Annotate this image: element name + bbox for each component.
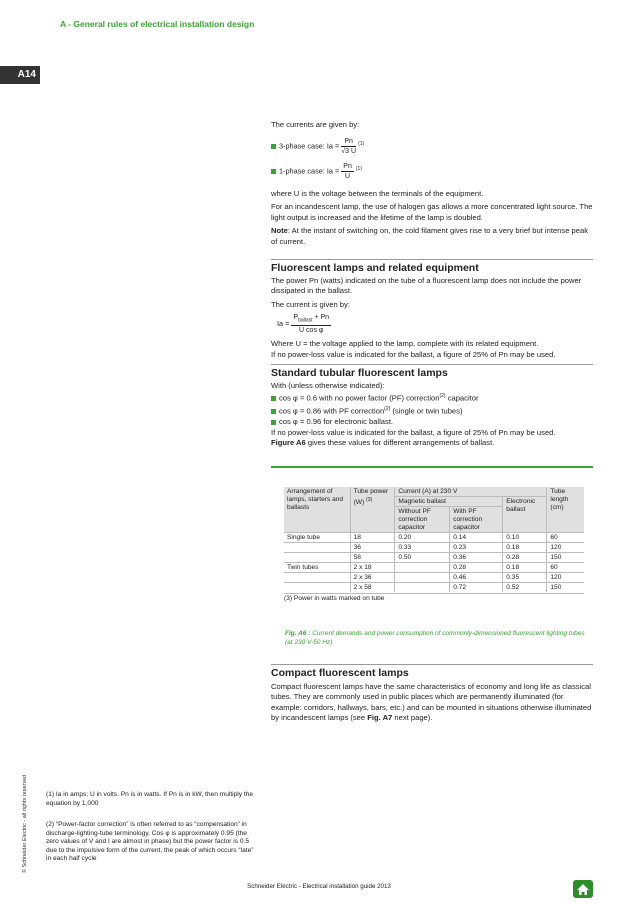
- three-phase-formula: 3-phase case: Ia = $\frac{Pn}{√3 U}$ $^{(1)}$: [271, 137, 593, 156]
- table-cell-wo: [395, 563, 450, 573]
- table-cell-len: 150: [547, 553, 584, 563]
- table-cell-wo: 0.33: [395, 543, 450, 553]
- table-row: [284, 533, 584, 543]
- bullet-item: cos φ = 0.6 with no power factor (PF) correction$^{(2)}$ capacitor: [271, 391, 593, 404]
- table-cell-w: 0.72: [450, 583, 503, 593]
- table-cell-len: 120: [547, 573, 584, 583]
- header-current: Current (A) at 230 V: [395, 487, 547, 497]
- bullet-item: cos φ = 0.86 with PF correction$^{(2)}$ (single or twin tubes): [271, 404, 593, 417]
- table-cell-wo: [395, 583, 450, 593]
- table-cell-wo: 0.20: [395, 533, 450, 543]
- table-cell-w: 0.28: [450, 563, 503, 573]
- table-cell-el: 0.28: [503, 553, 547, 563]
- table-cell-len: 120: [547, 543, 584, 553]
- ballast-table-wrap: [284, 487, 584, 602]
- header-magnetic: Magnetic ballast: [395, 497, 503, 507]
- footnote-2: (2) “Power-factor correction” is often referred to as “compensation” in discharge-lighting-tube terminology. Cos φ is approximately 0.95 (the zero values of V and I are almost in phase) but the power factor is 0.5 due to the impulsive form of the current, the peak of which occurs “late” in each half cycle: [46, 821, 254, 863]
- header-electronic: Electronic ballast: [503, 497, 547, 533]
- footnote-1: (1) Ia in amps; U in volts. Pn is in watts. If Pn is in kW, then multiply the equation by 1,000: [46, 791, 254, 807]
- header-tube-length: Tube length (cm): [547, 487, 584, 533]
- paragraph: With (unless otherwise indicated):: [271, 380, 385, 390]
- paragraph: Compact fluorescent lamps have the same characteristics of economy and long life as classical tubes. They are commonly used in public places which are permanently illuminated (for example: corridors, hallways, bars, etc.) and can be mounted in situations otherwise illuminated by incandescent lamps (see Fig. A7 next page).: [271, 681, 592, 722]
- table-row: [284, 583, 584, 593]
- table-cell-pw: 36: [350, 543, 395, 553]
- standard-tubular-section: [271, 368, 593, 452]
- copyright-side-text: © Schneider Electric - all rights reserved: [22, 774, 28, 873]
- table-cell-el: 0.18: [503, 543, 547, 553]
- home-icon[interactable]: [573, 880, 593, 898]
- bullet-item: cos φ = 0.96 for electronic ballast.: [271, 417, 593, 428]
- paragraph: Where U = the voltage applied to the lamp, complete with its related equipment.: [271, 339, 539, 349]
- table-cell-arr: [284, 553, 350, 563]
- table-cell-len: 150: [547, 583, 584, 593]
- currents-text: The currents are given by:: [271, 120, 360, 129]
- table-row: [284, 553, 584, 563]
- table-cell-pw: 2 x 18: [350, 563, 395, 573]
- fluorescent-formula: Ia = $\frac{P_{ballast} + Pn}{\text{U cos φ}}$: [277, 314, 330, 335]
- table-cell-el: 0.10: [503, 533, 547, 543]
- where-text: where U is the voltage between the terminals of the equipment.: [271, 188, 484, 198]
- paragraph: If no power-loss value is indicated for the ballast, a figure of 25% of Pn may be used.: [271, 349, 556, 359]
- bullet-square-icon: [271, 409, 276, 414]
- header-with-pf: With PF correction capacitor: [450, 507, 503, 533]
- table-cell-w: 0.14: [450, 533, 503, 543]
- table-cell-w: 0.23: [450, 543, 503, 553]
- table-cell-arr: [284, 573, 350, 583]
- table-cell-arr: Single tube: [284, 533, 350, 543]
- table-cell-w: 0.46: [450, 573, 503, 583]
- table-cell-arr: [284, 543, 350, 553]
- figure-caption: Fig. A6 : Current demands and power consumption of commonly-dimensioned fluorescent lighting tubes (at 230 V-50 Hz): [285, 630, 585, 646]
- bullet-square-icon: [271, 420, 276, 425]
- paragraph: The power Pn (watts) indicated on the tube of a fluorescent lamp does not include the power dissipated in the ballast.: [271, 275, 582, 295]
- bullet-square-icon: [271, 396, 276, 401]
- table-cell-w: 0.36: [450, 553, 503, 563]
- table-cell-len: 60: [547, 533, 584, 543]
- section-heading: Standard tubular fluorescent lamps: [271, 367, 448, 379]
- table-cell-el: 0.18: [503, 563, 547, 573]
- header-arrangement: Arrangement of lamps, starters and ballasts: [284, 487, 350, 533]
- divider: [271, 259, 593, 260]
- compact-section: [271, 668, 593, 727]
- table-top-rule: [271, 466, 593, 468]
- header-tube-power: Tube power (W) $^{(3)}$: [350, 487, 395, 533]
- page-footer: Schneider Electric - Electrical installation guide 2013: [247, 883, 391, 890]
- table-cell-pw: 2 x 36: [350, 573, 395, 583]
- table-cell-el: 0.35: [503, 573, 547, 583]
- page-header-title: A - General rules of electrical installation design: [60, 19, 255, 29]
- paragraph: If no power-loss value is indicated for the ballast, a figure of 25% of Pn may be used.: [271, 427, 556, 437]
- page-number-tab: A14: [0, 66, 40, 84]
- table-cell-wo: [395, 573, 450, 583]
- section-heading: Compact fluorescent lamps: [271, 667, 409, 679]
- table-cell-pw: 2 x 58: [350, 583, 395, 593]
- paragraph: The current is given by:: [271, 299, 350, 309]
- fluorescent-section: [271, 263, 593, 363]
- table-row: [284, 543, 584, 553]
- table-note: (3) Power in watts marked on tube: [284, 593, 584, 602]
- bullet-square-icon: [271, 169, 276, 174]
- one-phase-formula: 1-phase case: Ia = $\frac{Pn}{U}$ $^{(1)}$: [271, 162, 593, 181]
- header-without-pf: Without PF correction capacitor: [395, 507, 450, 533]
- paragraph: Figure A6 gives these values for different arrangements of ballast.: [271, 438, 495, 448]
- section-heading: Fluorescent lamps and related equipment: [271, 262, 479, 274]
- intro-section: [271, 120, 593, 250]
- halogen-text: For an incandescent lamp, the use of halogen gas allows a more concentrated light source. The light output is increased and the lifetime of the lamp is doubled.: [271, 202, 593, 222]
- table-cell-pw: 18: [350, 533, 395, 543]
- divider: [271, 364, 593, 365]
- table-cell-len: 60: [547, 563, 584, 573]
- table-row: [284, 573, 584, 583]
- table-cell-arr: Twin tubes: [284, 563, 350, 573]
- note-text: Note: At the instant of switching on, the cold filament gives rise to a very brief but intense peak of current.: [271, 226, 588, 246]
- ballast-table: [284, 487, 584, 592]
- table-row: [284, 563, 584, 573]
- divider: [271, 664, 593, 665]
- table-cell-el: 0.52: [503, 583, 547, 593]
- home-icon-glyph: [576, 883, 590, 896]
- table-cell-pw: 58: [350, 553, 395, 563]
- table-cell-arr: [284, 583, 350, 593]
- table-cell-wo: 0.50: [395, 553, 450, 563]
- bullet-square-icon: [271, 144, 276, 149]
